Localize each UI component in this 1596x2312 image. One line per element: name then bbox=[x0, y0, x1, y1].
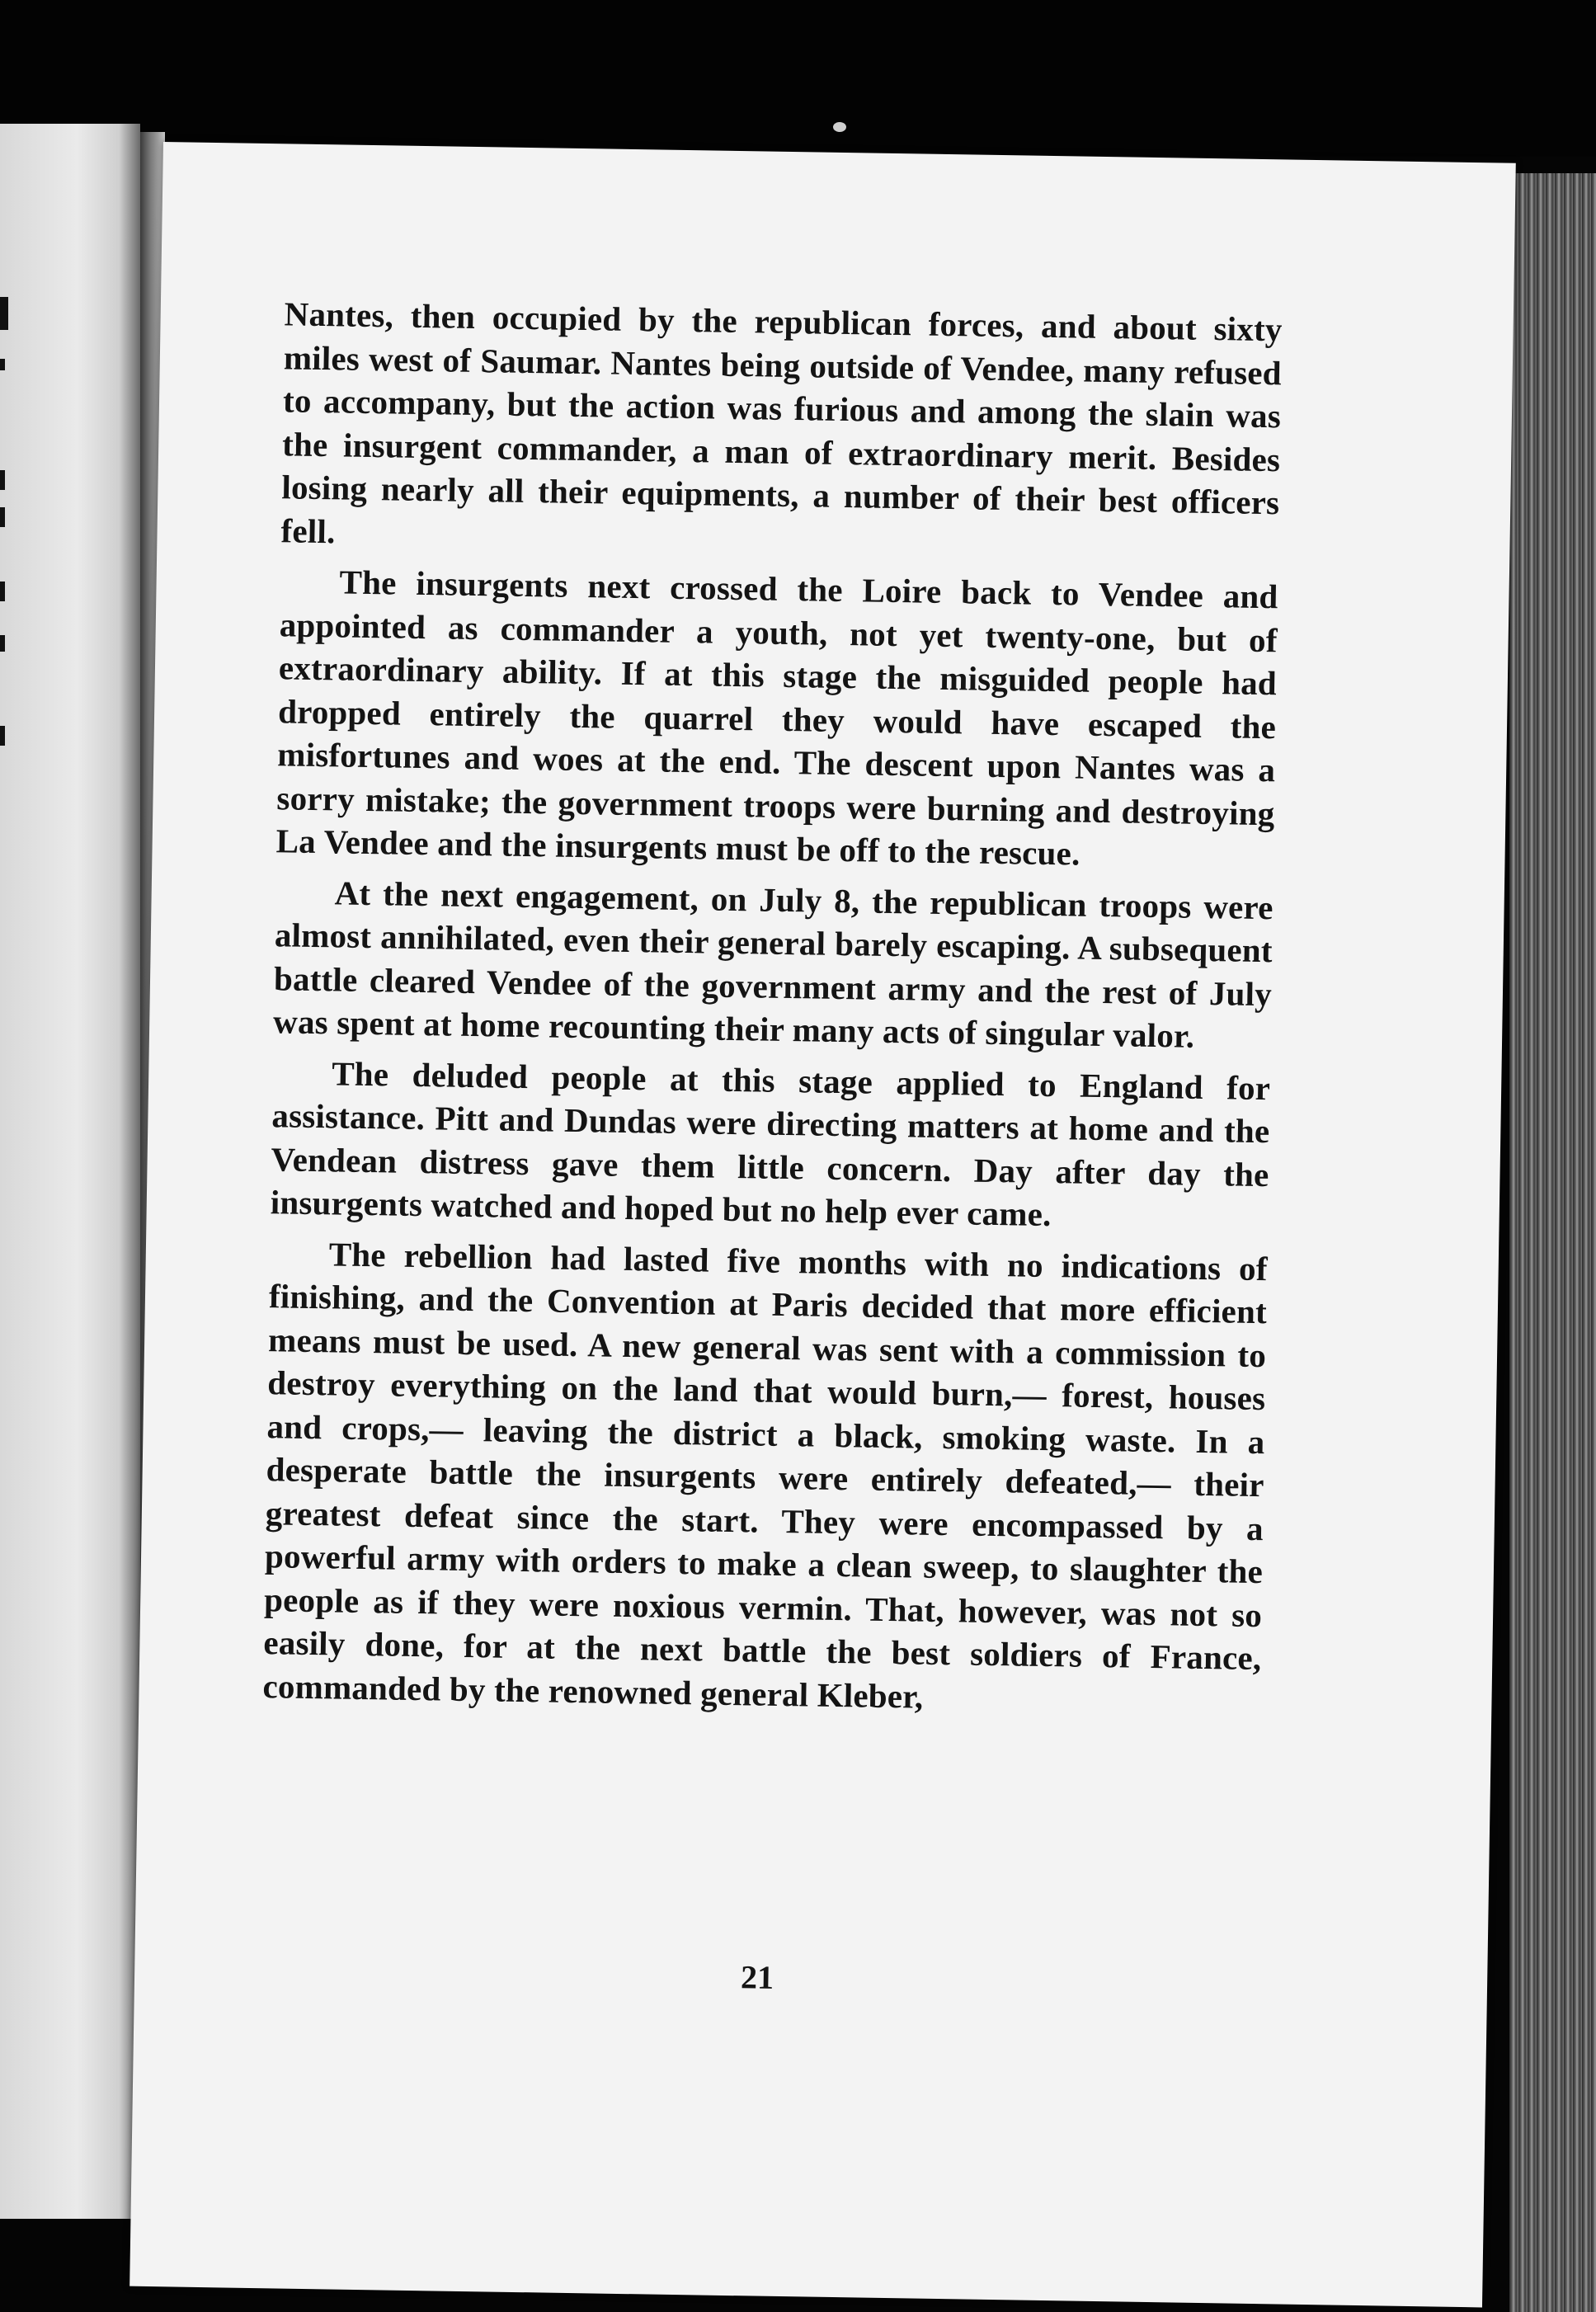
left-page-ink-mark bbox=[0, 470, 5, 490]
page-number: 21 bbox=[740, 1958, 774, 1996]
paragraph: The insurgents next crossed the Loire back to Vendee and appointed as commander a youth, not yet twenty-one, but of extraordinary ability. If at this stage the misguided people had dropped entirely the quarrel they would have escaped the misfortunes and woes at the end. The descent upon Nantes was a sorry mistake; the government troops were burning and destroying La Vendee and the insurgents must be off to the rescue. bbox=[275, 563, 1278, 873]
paragraph: Nantes, then occupied by the republican forces, and about sixty miles west of Saumar. Nantes being outside of Vendee, many refused to accompany, but the action was furious and among the slain was the insurgent commander, a man of extraordinary merit. Besides losing nearly all their equipments, a number of their best officers fell. bbox=[280, 294, 1283, 550]
left-page-ink-mark bbox=[0, 359, 5, 370]
left-page-ink-mark bbox=[0, 507, 5, 527]
left-page-ink-mark bbox=[0, 297, 8, 330]
scan-background-top bbox=[0, 0, 1596, 157]
paragraph: At the next engagement, on July 8, the republican troops were almost annihilated, even their general barely escaping. A subsequent battle cleared Vendee of the government army and the rest of July was spent at home recounting their many acts of singular valor. bbox=[272, 873, 1274, 1055]
paragraph: The deluded people at this stage applied to England for assistance. Pitt and Dundas were directing matters at home and the Vendean distress gave them little concern. Day after day the insurgents watched and hoped but no help ever came. bbox=[270, 1053, 1271, 1234]
left-page-edge bbox=[0, 124, 140, 2219]
left-page-ink-mark bbox=[0, 726, 5, 746]
left-page-ink-mark bbox=[0, 635, 5, 652]
scan-speck bbox=[833, 122, 846, 132]
right-page-stack-edge bbox=[1509, 173, 1596, 2312]
paragraph: The rebellion had lasted five months with no indications of finishing, and the Convention at Paris decided that more efficient means must be used. A new general was sent with a commission to destroy everything on the land that would burn,— forest, houses and crops,— leaving the district a black, smoking waste. In a desperate battle the insurgents were entirely defeated,— their greatest defeat since the start. They were encompassed by a powerful army with orders to make a clean sweep, to slaughter the people as if they were noxious vermin. That, however, was not so easily done, for at the next battle the best soldiers of France, commanded by the renowned general Kleber, bbox=[262, 1234, 1269, 1716]
left-page-ink-mark bbox=[0, 582, 5, 601]
book-page bbox=[129, 142, 1516, 2307]
body-text bbox=[262, 292, 1283, 1730]
